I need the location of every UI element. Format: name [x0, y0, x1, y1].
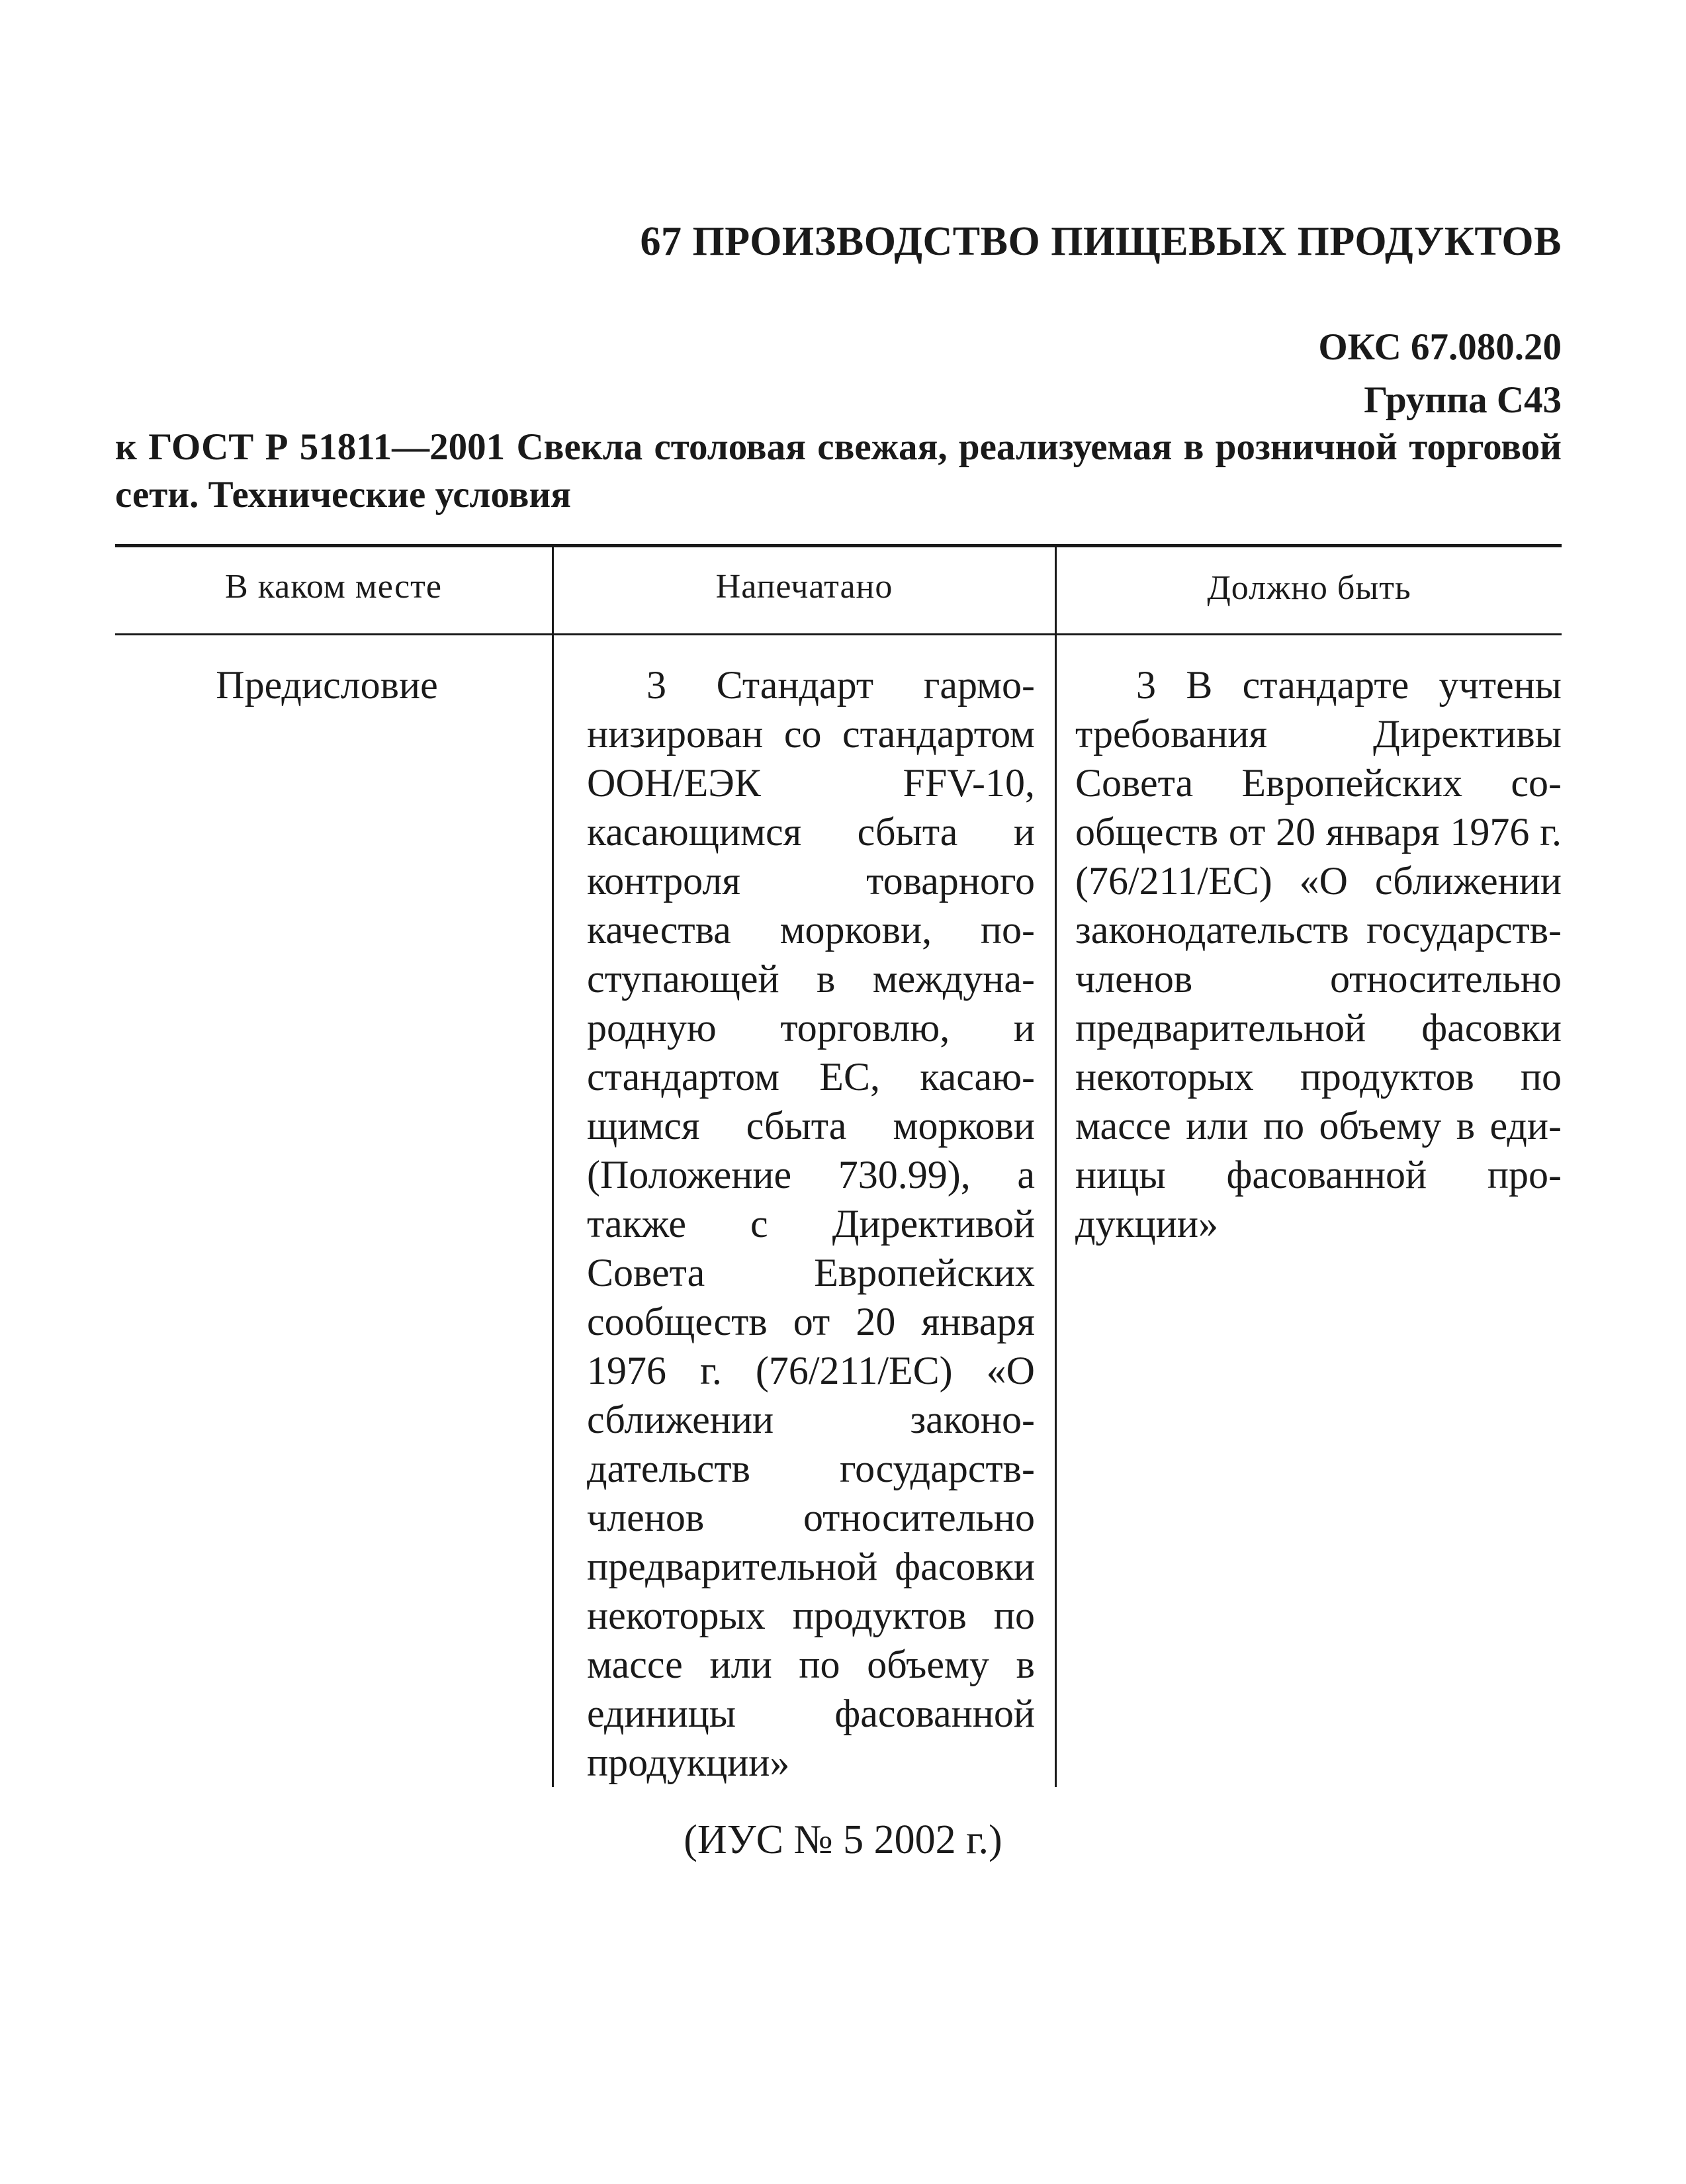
group-code: Группа С43 [1364, 379, 1562, 421]
table-row [115, 635, 1562, 1787]
oks-code: ОКС 67.080.20 [1318, 326, 1562, 368]
table-header-row [115, 547, 1562, 633]
amendment-table [115, 544, 1562, 1787]
header-location: В каком месте [225, 568, 442, 606]
cell-printed: 3 Стандарт гармонизирован со стандартом ООН/ЕЭК FFV-10, касающимся сбыта и контроля товарного качества моркови, поступающей в международную торговлю, и стандартом ЕС, касающимся сбыта моркови (Положение 730.99), а также с Директивой Совета Европейских сообществ от 20 января 1976 г. (76/211/ЕС) «О сближении законодательств государств-членов относительно предварительной фасовки некоторых продуктов по массе или по объему в единицы фасованной продукции» [552, 635, 1055, 1787]
cell-correct: 3 В стандарте учтены требования Директивы Совета Европейских сообществ от 20 января 1976 г. (76/211/ЕС) «О сближении законодательств государств-членов относительно предварительной фасовки некоторых продуктов по массе или по объему в единицы фасованной продукции» [1055, 635, 1562, 1787]
header-correct: Должно быть [1055, 547, 1562, 633]
document-title: к ГОСТ Р 51811—2001 Свекла столовая свежая, реализуемая в розничной торговой сети. Технические условия [115, 426, 1562, 516]
source-note: (ИУС № 5 2002 г.) [684, 1817, 1002, 1862]
header-printed: Напечатано [552, 547, 1055, 633]
section-heading: 67 ПРОИЗВОДСТВО ПИЩЕВЫХ ПРОДУКТОВ [640, 219, 1562, 264]
cell-location: Предисловие [216, 663, 438, 707]
classification-block [1318, 321, 1562, 427]
